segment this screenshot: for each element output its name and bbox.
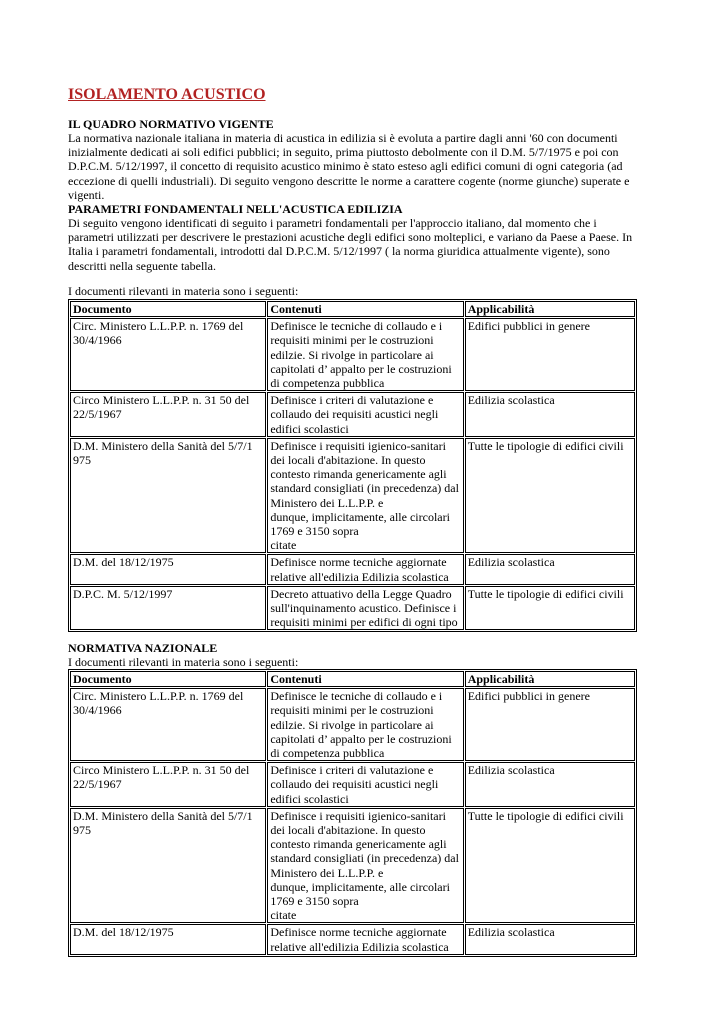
table2-block: [68, 669, 637, 957]
document-title: ISOLAMENTO ACUSTICO: [68, 86, 266, 103]
column-header-contenuti: Contenuti: [267, 671, 463, 687]
table-row: [70, 924, 635, 954]
table-row: [70, 392, 635, 437]
table-cell-applicabilita: Edifici pubblici in genere: [465, 688, 635, 761]
table-cell-contenuti: Definisce i criteri di valutazione e collaudo dei requisiti acustici negli edifici scolastici: [267, 762, 463, 807]
table-cell-contenuti: Definisce i requisiti igienico-sanitari dei locali d'abitazione. In questo contesto rimanda genericamente agli standard consigliati (in precedenza) dal Ministero dei L.L.P.P. e dunque, implicitamente, alle circolari 1769 e 3150 sopra citate: [267, 808, 463, 924]
table-cell-applicabilita: Tutte le tipologie di edifici civili: [465, 438, 635, 554]
table1-block: [68, 284, 637, 632]
table-cell-applicabilita: Tutte le tipologie di edifici civili: [465, 586, 635, 631]
table-row: [70, 586, 635, 631]
table-cell-documento: Circo Ministero L.L.P.P. n. 31 50 del 22/5/1967: [70, 762, 266, 807]
table-cell-documento: D.M. Ministero della Sanità del 5/7/1 975: [70, 438, 266, 554]
table-cell-applicabilita: Tutte le tipologie di edifici civili: [465, 808, 635, 924]
table-cell-contenuti: Definisce le tecniche di collaudo e i requisiti minimi per le costruzioni edilzie. Si rivolge in particolare ai capitolati d’ appalto per le costruzioni di competenza pubblica: [267, 688, 463, 761]
table-cell-contenuti: Definisce le tecniche di collaudo e i requisiti minimi per le costruzioni edilzie. Si rivolge in particolare ai capitolati d’ appalto per le costruzioni di competenza pubblica: [267, 318, 463, 391]
section-heading-normativa: NORMATIVA NAZIONALE: [68, 641, 218, 655]
table2-intro: I documenti rilevanti in materia sono i seguenti:: [68, 655, 299, 669]
table-cell-documento: Circ. Ministero L.L.P.P. n. 1769 del 30/4/1966: [70, 688, 266, 761]
table-row: [70, 318, 635, 391]
documents-table-1: [68, 299, 637, 632]
column-header-documento: Documento: [70, 301, 266, 317]
table-cell-documento: D.M. del 18/12/1975: [70, 924, 266, 954]
table1-intro: I documenti rilevanti in materia sono i seguenti:: [68, 284, 299, 298]
section-heading-parametri: PARAMETRI FONDAMENTALI NELL'ACUSTICA EDILIZIA: [68, 202, 403, 217]
table-row: [70, 808, 635, 924]
table-cell-applicabilita: Edilizia scolastica: [465, 762, 635, 807]
section-paragraph-quadro: La normativa nazionale italiana in materia di acustica in edilizia si è evoluta a partire dagli anni '60 con documenti inizialmente dedicati ai soli edifici pubblici; in seguito, prima piuttosto debolmente con il D.M. 5/7/1975 e poi con D.P.C.M. 5/12/1997, il concetto di requisito acustico minimo è stato esteso agli edifici comuni di ogni categoria (ad eccezione di quelli industriali). Di seguito vengono descritte le norme a carattere cogente (norme giunche) superate e vigenti.: [68, 131, 630, 202]
column-header-applicabilita: Applicabilità: [465, 301, 635, 317]
table-cell-contenuti: Definisce norme tecniche aggiornate relative all'edilizia Edilizia scolastica: [267, 924, 463, 954]
column-header-applicabilita: Applicabilità: [465, 671, 635, 687]
table-cell-contenuti: Decreto attuativo della Legge Quadro sull'inquinamento acustico. Definisce i requisiti minimi per edifici di ogni tipo: [267, 586, 463, 631]
normativa-block: [68, 641, 638, 669]
table-cell-documento: Circo Ministero L.L.P.P. n. 31 50 del 22/5/1967: [70, 392, 266, 437]
table-cell-documento: D.P.C. M. 5/12/1997: [70, 586, 266, 631]
table-cell-applicabilita: Edilizia scolastica: [465, 554, 635, 584]
column-header-documento: Documento: [70, 671, 266, 687]
section-heading-quadro: IL QUADRO NORMATIVO VIGENTE: [68, 117, 274, 131]
table-cell-applicabilita: Edifici pubblici in genere: [465, 318, 635, 391]
table-header-row: [70, 301, 635, 317]
documents-table-2: [68, 669, 637, 957]
table-cell-documento: D.M. Ministero della Sanità del 5/7/1 975: [70, 808, 266, 924]
table-cell-contenuti: Definisce i requisiti igienico-sanitari dei locali d'abitazione. In questo contesto rimanda genericamente agli standard consigliati (in precedenza) dal Ministero dei L.L.P.P. e dunque, implicitamente, alle circolari 1769 e 3150 sopra citate: [267, 438, 463, 554]
section-paragraph-parametri: Di seguito vengono identificati di seguito i parametri fondamentali per l'approccio italiano, dal momento che i parametri utilizzati per descrivere le prestazioni acustiche degli edifici sono molteplici, e variano da Paese a Paese. In Italia i parametri fondamentali, introdotti dal D.P.C.M. 5/12/1997 ( la norma giuridica attualmente vigente), sono descritti nella seguente tabella.: [68, 216, 633, 273]
table-cell-documento: Circ. Ministero L.L.P.P. n. 1769 del 30/4/1966: [70, 318, 266, 391]
column-header-contenuti: Contenuti: [267, 301, 463, 317]
table-row: [70, 688, 635, 761]
table-cell-contenuti: Definisce norme tecniche aggiornate relative all'edilizia Edilizia scolastica: [267, 554, 463, 584]
table-header-row: [70, 671, 635, 687]
table-cell-applicabilita: Edilizia scolastica: [465, 392, 635, 437]
intro-block: [68, 117, 638, 273]
table-row: [70, 762, 635, 807]
table-row: [70, 438, 635, 554]
table-row: [70, 554, 635, 584]
table-cell-documento: D.M. del 18/12/1975: [70, 554, 266, 584]
table-cell-applicabilita: Edilizia scolastica: [465, 924, 635, 954]
table-cell-contenuti: Definisce i criteri di valutazione e collaudo dei requisiti acustici negli edifici scolastici: [267, 392, 463, 437]
